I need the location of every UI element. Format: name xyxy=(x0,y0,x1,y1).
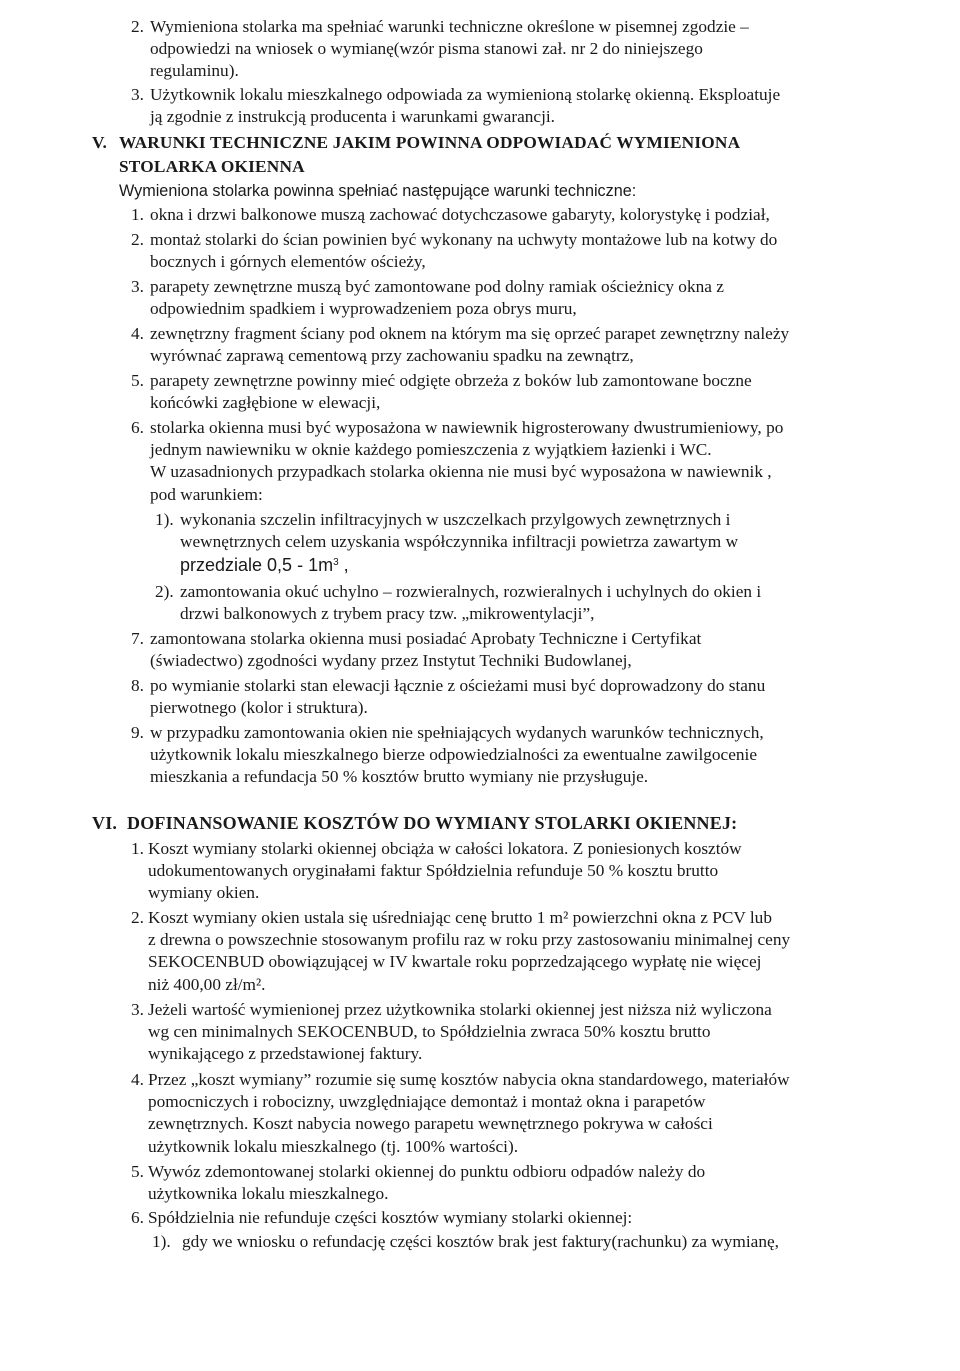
sub-list-number: 2). xyxy=(155,582,174,601)
text-line: pod warunkiem: xyxy=(150,484,263,504)
text-line: wg cen minimalnych SEKOCENBUD, to Spółdzielnia zwraca 50% kosztu brutto xyxy=(148,1022,711,1042)
list-number: 2. xyxy=(131,230,144,249)
text-line: użytkownik lokalu mieszkalnego bierze odpowiedzialności za ewentualne zawilgocenie xyxy=(150,745,758,765)
list-number: 6. xyxy=(131,418,144,437)
text-line: wewnętrznych celem uzyskania współczynnika infiltracji powietrza zawartym w xyxy=(180,532,739,552)
text-line: Wymieniona stolarka ma spełniać warunki techniczne określone w pisemnej zgodzie – xyxy=(150,17,749,36)
text-line: bocznych i górnych elementów ościeży, xyxy=(150,252,426,272)
list-number: 5. xyxy=(131,1162,144,1181)
text-line: zewnętrzny fragment ściany pod oknem na którym ma się oprzeć parapet zewnętrzny należy xyxy=(150,324,790,343)
text-line: wykonania szczelin infiltracyjnych w uszczelkach przylgowych zewnętrznych i xyxy=(180,510,731,529)
section-title: DOFINANSOWANIE KOSZTÓW DO WYMIANY STOLARKI OKIENNEJ: xyxy=(127,813,738,833)
text-line: zamontowana stolarka okienna musi posiadać Aprobaty Techniczne i Certyfikat xyxy=(150,629,702,648)
text-line: niż 400,00 zł/m². xyxy=(148,974,266,994)
text-line: gdy we wniosku o refundację części kosztów brak jest faktury(rachunku) za wymianę, xyxy=(182,1232,779,1251)
text-line: zamontowania okuć uchylno – rozwieralnych, rozwieralnych i uchylnych do okien i xyxy=(180,582,762,601)
formula-superscript: 3 xyxy=(333,557,339,569)
list-number: 3. xyxy=(131,1000,144,1019)
list-item xyxy=(118,1069,908,1158)
list-item xyxy=(118,16,918,83)
text-line: zewnętrznych. Koszt nabycia nowego parapetu wewnętrznego pokrywa w całości xyxy=(148,1114,713,1134)
list-number: 4. xyxy=(131,1070,144,1089)
text-line: użytkownik lokalu mieszkalnego (tj. 100% wartości). xyxy=(148,1136,519,1156)
text-line: z drewna o powszechnie stosowanym profilu raz w roku przy zastosowaniu minimalnej ceny xyxy=(148,930,791,950)
formula-line xyxy=(180,554,915,576)
text-line: po wymianie stolarki stan elewacji łącznie z ościeżami musi być doprowadzony do stanu xyxy=(150,676,766,695)
text-line: pierwotnego (kolor i struktura). xyxy=(150,698,368,718)
list-number: 3. xyxy=(131,277,144,296)
text-line: mieszkania a refundacja 50 % kosztów brutto wymiany nie przysługuje. xyxy=(150,767,649,787)
list-number: 7. xyxy=(131,629,144,648)
sub-list-item xyxy=(152,1231,912,1253)
text-line: drzwi balkonowych z trybem pracy tzw. „mikrowentylacji”, xyxy=(180,604,595,624)
text-line: użytkownika lokalu mieszkalnego. xyxy=(148,1184,389,1204)
list-item xyxy=(118,276,918,320)
text-line: wymiany okien. xyxy=(148,883,260,903)
section-heading xyxy=(92,812,932,834)
list-item xyxy=(118,628,918,672)
list-item xyxy=(118,370,918,414)
text-line: Użytkownik lokalu mieszkalnego odpowiada za wymienioną stolarkę okienną. Eksploatuje xyxy=(150,85,781,104)
list-item xyxy=(118,675,918,719)
list-item xyxy=(118,204,918,226)
text-line: pomocniczych i robocizny, uwzględniające demontaż i montaż okna i parapetów xyxy=(148,1092,706,1112)
list-number: 3. xyxy=(131,85,144,104)
sub-list-number: 1). xyxy=(155,510,174,529)
section-number: V. xyxy=(92,133,107,152)
list-item xyxy=(118,1161,908,1205)
list-number: 8. xyxy=(131,676,144,695)
text-line: montaż stolarki do ścian powinien być wykonany na uchwyty montażowe lub na kotwy do xyxy=(150,230,778,249)
section-heading xyxy=(92,132,912,178)
list-number: 6. xyxy=(131,1208,144,1227)
list-item xyxy=(118,1207,908,1229)
list-item xyxy=(118,323,918,367)
text-line: Wywóz zdemontowanej stolarki okiennej do punktu odbioru odpadów należy do xyxy=(148,1162,706,1181)
text-line: Spółdzielnia nie refunduje części kosztów wymiany stolarki okiennej: xyxy=(148,1208,633,1227)
list-number: 1. xyxy=(131,205,144,224)
text-line: Przez „koszt wymiany” rozumie się sumę kosztów nabycia okna standardowego, materiałów xyxy=(148,1070,790,1089)
text-line: Koszt wymiany okien ustala się uśredniając cenę brutto 1 m² powierzchni okna z PCV lub xyxy=(148,908,772,927)
text-line: (świadectwo) zgodności wydany przez Instytut Techniki Budowlanej, xyxy=(150,651,632,671)
text-line: odpowiednim spadkiem i wyprowadzeniem poza obrys muru, xyxy=(150,299,577,319)
list-number: 1. xyxy=(131,839,144,858)
text-line: parapety zewnętrzne powinny mieć odgięte obrzeża z boków lub zamontowane boczne xyxy=(150,371,752,390)
text-line: SEKOCENBUD obowiązującej w IV kwartale roku poprzedzającego wypłatę nie więcej xyxy=(148,952,762,972)
text-line: jednym nawiewniku w oknie każdego pomieszczenia z wyjątkiem łazienki i WC. xyxy=(150,440,712,460)
text-line: Koszt wymiany stolarki okiennej obciąża w całości lokatora. Z poniesionych kosztów xyxy=(148,839,742,858)
section-title: WARUNKI TECHNICZNE JAKIM POWINNA ODPOWIADAĆ WYMIENIONA xyxy=(119,133,741,152)
section-number: VI. xyxy=(92,813,118,833)
text-line: parapety zewnętrzne muszą być zamontowane pod dolny ramiak ościeżnicy okna z xyxy=(150,277,724,296)
list-number: 2. xyxy=(131,17,144,36)
section-title-line2: STOLARKA OKIENNA xyxy=(119,157,305,177)
list-item xyxy=(118,229,918,273)
list-item xyxy=(118,838,908,905)
list-number: 5. xyxy=(131,371,144,390)
text-line: w przypadku zamontowania okien nie spełniających wydanych warunków technicznych, xyxy=(150,723,764,742)
list-item xyxy=(118,722,918,789)
text-line: okna i drzwi balkonowe muszą zachować dotychczasowe gabaryty, kolorystykę i podział, xyxy=(150,205,770,224)
sub-list-item xyxy=(155,509,915,577)
text-line: wyrównać zaprawą cementową przy zachowaniu spadku na zewnątrz, xyxy=(150,346,634,366)
text-line: wynikającego z przedstawionej faktury. xyxy=(148,1044,423,1064)
list-item xyxy=(118,999,908,1066)
formula-suffix: , xyxy=(338,555,349,576)
list-item xyxy=(118,84,918,128)
sub-list-number: 1). xyxy=(152,1232,171,1251)
list-number: 2. xyxy=(131,908,144,927)
section-intro: Wymieniona stolarka powinna spełniać następujące warunki techniczne: xyxy=(119,182,637,200)
text-line: odpowiedzi na wniosek o wymianę(wzór pisma stanowi zał. nr 2 do niniejszego xyxy=(150,39,703,59)
formula-text: przedziale 0,5 - 1m xyxy=(180,555,334,576)
list-number: 4. xyxy=(131,324,144,343)
text-line: ją zgodnie z instrukcją producenta i warunkami gwarancji. xyxy=(150,107,555,127)
text-line: końcówki zagłębione w elewacji, xyxy=(150,393,381,413)
text-line: Jeżeli wartość wymienionej przez użytkownika stolarki okiennej jest niższa niż wyliczona xyxy=(148,1000,772,1019)
list-item xyxy=(118,417,918,506)
text-line: stolarka okienna musi być wyposażona w nawiewnik higrosterowany dwustrumieniowy, po xyxy=(150,418,784,437)
list-item xyxy=(118,907,908,996)
text-line: regulaminu). xyxy=(150,61,239,81)
list-number: 9. xyxy=(131,723,144,742)
text-line: udokumentowanych oryginałami faktur Spółdzielnia refunduje 50 % kosztu brutto xyxy=(148,861,719,881)
text-line: W uzasadnionych przypadkach stolarka okienna nie musi być wyposażona w nawiewnik , xyxy=(150,462,772,482)
sub-list-item xyxy=(155,581,915,625)
